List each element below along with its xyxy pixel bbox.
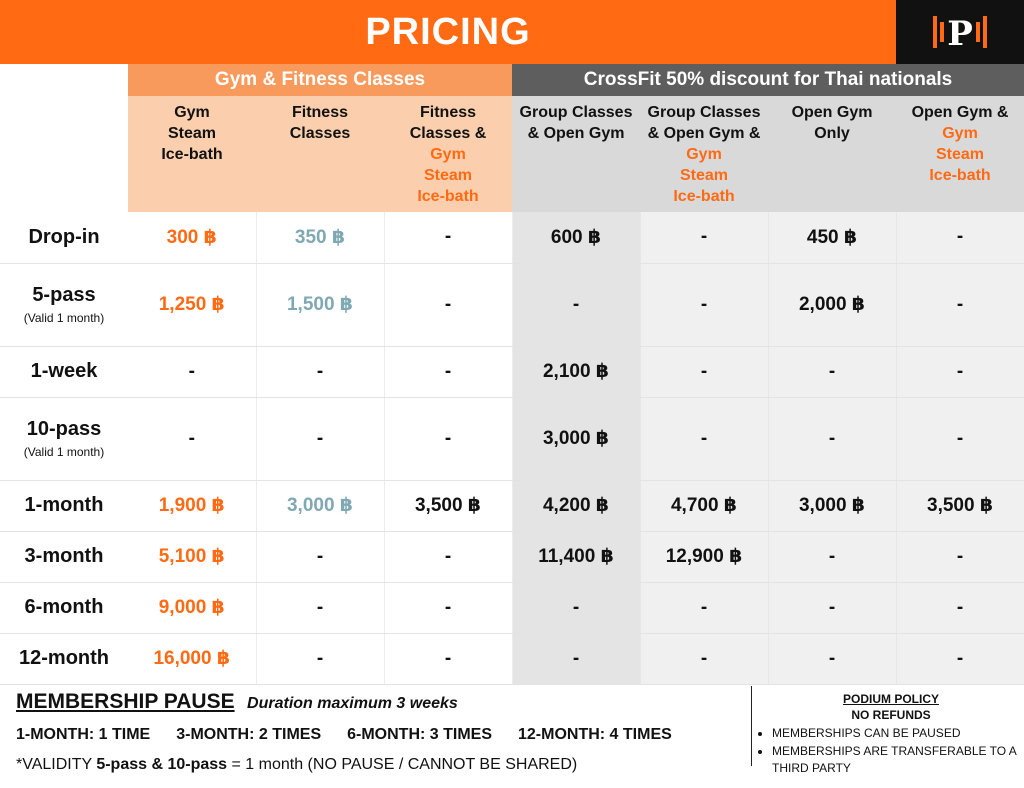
column-header-line: Steam [680,167,729,184]
price-cell [640,397,768,480]
row-note: (Valid 1 month) [23,445,105,459]
price-cell [128,531,256,582]
membership-pause-section [16,690,746,774]
price-value: - [316,596,324,618]
price-value: 2,000 ฿ [798,294,866,315]
column-header-line: Ice-bath [161,146,223,163]
row-label-text: 6-month [24,596,104,618]
pause-duration: Duration maximum 3 weeks [247,695,458,712]
row-label [0,397,128,480]
price-cell [896,582,1024,633]
row-label-text: 1-week [30,360,98,382]
price-cell [512,263,640,346]
price-cell [896,346,1024,397]
table-row [0,633,1024,684]
price-cell [640,263,768,346]
row-label [0,212,128,263]
column-header [256,96,384,212]
pause-time-item: 3-MONTH: 2 TIMES [176,726,322,743]
price-value: - [700,293,708,315]
price-cell [640,633,768,684]
column-header [512,96,640,212]
price-value: - [700,427,708,449]
row-label-text: 12-month [19,647,109,669]
column-header [128,96,256,212]
price-cell [512,633,640,684]
column-header-line: Ice-bath [929,167,991,184]
price-value: - [444,647,452,669]
row-label [0,480,128,531]
column-header-line: Gym [686,146,722,163]
price-cell [256,480,384,531]
pause-time-item: 1-MONTH: 1 TIME [16,726,151,743]
table-row [0,397,1024,480]
price-value: - [316,545,324,567]
price-value: 4,200 ฿ [542,495,610,516]
column-header-line: Gym [174,104,210,121]
price-cell [384,212,512,263]
column-header-line: Group Classes [519,104,633,121]
price-value: - [828,545,836,567]
price-value: 450 ฿ [806,226,858,248]
price-value: - [444,545,452,567]
column-header-line: Open Gym [791,104,873,121]
price-value: 5,100 ฿ [158,546,225,567]
column-header-line: Only [814,125,850,142]
validity-note [16,756,746,774]
price-cell [512,480,640,531]
pause-time-item: 6-MONTH: 3 TIMES [347,726,492,743]
validity-prefix: *VALIDITY [16,756,97,773]
price-value: - [956,596,964,618]
price-cell [256,346,384,397]
row-label [0,633,128,684]
row-note: (Valid 1 month) [23,311,105,325]
column-header [384,96,512,212]
price-cell [256,633,384,684]
column-header-line: Classes [289,125,351,142]
price-cell [768,582,896,633]
policy-list [760,725,1022,777]
membership-pause-title: MEMBERSHIP PAUSE [16,690,235,713]
row-label-text: 5-pass [32,284,96,306]
podium-logo [896,0,1024,64]
price-cell [384,582,512,633]
footer-divider [751,686,752,766]
price-cell [512,582,640,633]
price-cell [128,480,256,531]
column-header-line: & Open Gym [527,125,625,142]
price-value: - [316,360,324,382]
corner-cell-sub [0,96,128,212]
price-cell [384,531,512,582]
price-value: - [700,226,708,248]
price-cell [640,212,768,263]
column-header-line: Ice-bath [417,188,479,205]
column-header [768,96,896,212]
validity-suffix: = 1 month (NO PAUSE / CANNOT BE SHARED) [227,756,578,773]
price-cell [256,531,384,582]
price-value: 11,400 ฿ [538,546,614,567]
price-value: - [572,293,580,315]
pause-time-item: 12-MONTH: 4 TIMES [518,726,672,743]
row-label [0,531,128,582]
price-cell [640,582,768,633]
price-value: - [828,596,836,618]
price-value: 350 ฿ [294,226,346,248]
pricing-table-body [0,212,1024,684]
policy-item: • MEMBERSHIPS CAN BE PAUSED [772,725,1022,742]
table-row [0,212,1024,263]
group-header-crossfit: CrossFit 50% discount for Thai nationals [512,64,1024,96]
price-value: - [700,596,708,618]
price-value: - [956,545,964,567]
price-value: - [956,226,964,248]
price-cell [384,263,512,346]
price-value: - [444,293,452,315]
column-header-line: Steam [167,125,217,142]
policy-subtitle: NO REFUNDS [851,708,931,722]
row-label-text: 10-pass [26,418,102,440]
price-cell [896,633,1024,684]
column-header-line: Ice-bath [673,188,735,205]
group-header-gym: Gym & Fitness Classes [128,64,512,96]
price-cell [512,397,640,480]
price-cell [384,397,512,480]
price-value: - [316,647,324,669]
podium-policy [760,692,1022,778]
price-value: 16,000 ฿ [153,648,231,669]
pricing-header [0,0,896,64]
price-value: - [444,427,452,449]
price-value: - [572,596,580,618]
price-cell [128,582,256,633]
price-value: 1,500 ฿ [286,294,354,315]
row-label [0,346,128,397]
price-value: 3,500 ฿ [414,495,482,516]
price-value: 600 ฿ [550,226,602,248]
price-value: 12,900 ฿ [665,546,743,567]
price-cell [128,263,256,346]
price-value: 300 ฿ [166,226,217,248]
column-header-line: Steam [423,167,473,184]
price-cell [384,480,512,531]
price-cell [768,263,896,346]
row-label [0,263,128,346]
corner-cell [0,64,128,96]
price-cell [128,633,256,684]
pause-times-list [16,726,746,744]
price-value: - [828,427,836,449]
price-cell [128,397,256,480]
price-value: 3,000 ฿ [798,495,866,516]
price-value: - [956,360,964,382]
price-cell [128,212,256,263]
price-cell [256,582,384,633]
table-row [0,263,1024,346]
page-title: PRICING [365,10,531,53]
price-value: - [572,647,580,669]
price-cell [896,397,1024,480]
price-cell [896,263,1024,346]
price-value: - [188,360,195,382]
price-cell [640,346,768,397]
price-cell [512,212,640,263]
price-value: - [188,427,195,449]
pricing-table [0,64,1024,685]
column-header [896,96,1024,212]
row-label [0,582,128,633]
price-value: - [700,647,708,669]
column-header-line: Fitness [291,104,348,121]
price-cell [896,531,1024,582]
column-header-line: Group Classes [647,104,761,121]
price-cell [256,263,384,346]
validity-bold: 5-pass & 10-pass [96,756,228,773]
price-value: 3,500 ฿ [927,495,994,516]
column-header-line: Gym [430,146,466,163]
row-label-text: 1-month [24,494,104,516]
price-cell [768,531,896,582]
price-cell [640,531,768,582]
column-header-line: & Open Gym & [647,125,761,142]
price-cell [896,480,1024,531]
price-value: - [956,427,964,449]
price-value: 1,250 ฿ [158,294,225,315]
price-cell [768,633,896,684]
price-value: 4,700 ฿ [670,495,738,516]
policy-title: PODIUM POLICY [842,692,939,706]
table-row [0,582,1024,633]
price-cell [384,633,512,684]
row-label-text: 3-month [24,545,104,567]
logo-letter: P [947,14,973,52]
price-cell [384,346,512,397]
price-value: - [828,360,836,382]
column-header [640,96,768,212]
price-cell [768,212,896,263]
column-header-line: Classes & [409,125,487,142]
price-value: - [444,596,452,618]
price-value: - [444,360,452,382]
policy-item: • MEMBERSHIPS ARE TRANSFERABLE TO A THIRD PARTY [772,743,1022,777]
table-row [0,346,1024,397]
price-value: - [316,427,324,449]
price-value: - [956,647,964,669]
column-header-line: Gym [942,125,978,142]
price-cell [896,212,1024,263]
price-cell [768,397,896,480]
price-cell [768,346,896,397]
table-row [0,480,1024,531]
price-cell [512,346,640,397]
column-header-line: Fitness [420,104,477,121]
price-cell [256,397,384,480]
price-value: 9,000 ฿ [158,597,225,618]
price-value: - [956,293,964,315]
price-value: - [828,647,836,669]
price-value: 2,100 ฿ [542,361,610,382]
table-row [0,531,1024,582]
price-cell [640,480,768,531]
price-cell [768,480,896,531]
price-value: - [700,360,708,382]
price-cell [512,531,640,582]
column-header-line: Steam [936,146,985,163]
logo-icon [930,12,990,52]
price-value: - [444,226,452,248]
price-cell [256,212,384,263]
price-value: 3,000 ฿ [286,495,354,516]
price-value: 1,900 ฿ [158,495,225,516]
column-header-line: Open Gym & [911,104,1009,121]
price-value: 3,000 ฿ [542,428,610,449]
row-label-text: Drop-in [28,225,100,248]
price-cell [128,346,256,397]
